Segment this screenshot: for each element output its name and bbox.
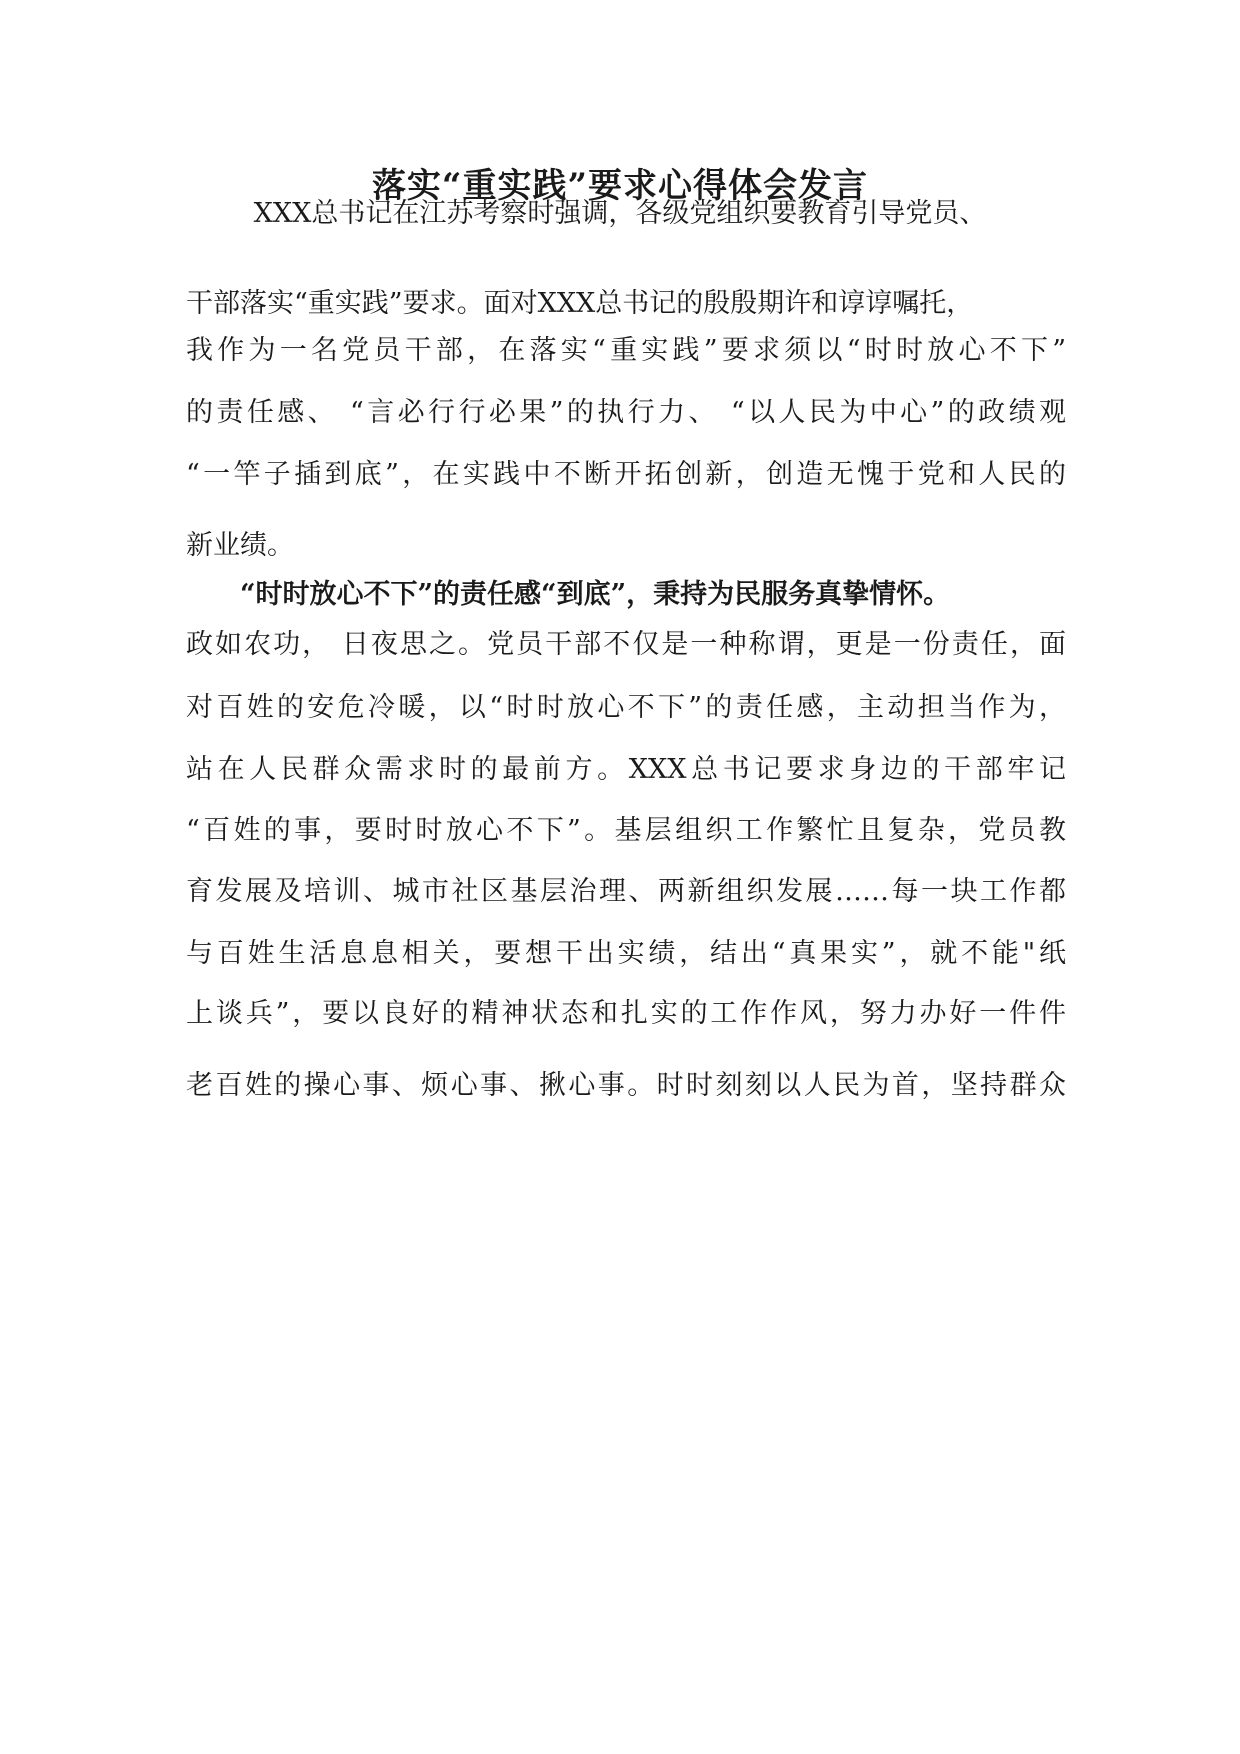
paragraph-line: 干部落实“重实践”要求。面对XXX总书记的殷殷期许和谆谆嘱托， [186,288,974,319]
paragraph-line: 老百姓的操心事、烦心事、揪心事。时时刻刻以人民为首，坚持群众 [186,1070,1066,1101]
paragraph-line: 对百姓的安危冷暖，以“时时放心不下”的责任感，主动担当作为， [186,692,1066,723]
paragraph-line: 上谈兵”，要以良好的精神状态和扎实的工作作风，努力办好一件件 [186,998,1066,1029]
paragraph-line: 新业绩。 [186,530,294,561]
paragraph-line: 我作为一名党员干部，在落实“重实践”要求须以“时时放心不下” [186,335,1066,366]
paragraph-line: 的责任感、 “言必行行必果”的执行力、 “以人民为中心”的政绩观 [186,397,1066,428]
paragraph-line: 政如农功， 日夜思之。党员干部不仅是一种称谓，更是一份责任，面 [186,629,1066,660]
document-title: 落实“重实践”要求心得体会发言 [371,166,869,206]
subtitle-line: XXX总书记在江苏考察时强调，各级党组织要教育引导党员、 [253,198,987,229]
paragraph-line: 与百姓生活息息相关，要想干出实绩，结出“真果实”，就不能"纸 [186,938,1066,969]
paragraph-line: “百姓的事，要时时放心不下”。基层组织工作繁忙且复杂，党员教 [186,815,1066,846]
paragraph-line: 育发展及培训、城市社区基层治理、两新组织发展……每一块工作都 [186,876,1066,907]
paragraph-line: “一竿子插到底”，在实践中不断开拓创新，创造无愧于党和人民的 [186,459,1066,490]
paragraph-line: 站在人民群众需求时的最前方。XXX总书记要求身边的干部牢记 [186,754,1066,785]
section-heading: “时时放心不下”的责任感“到底”，秉持为民服务真挚情怀。 [240,579,951,610]
